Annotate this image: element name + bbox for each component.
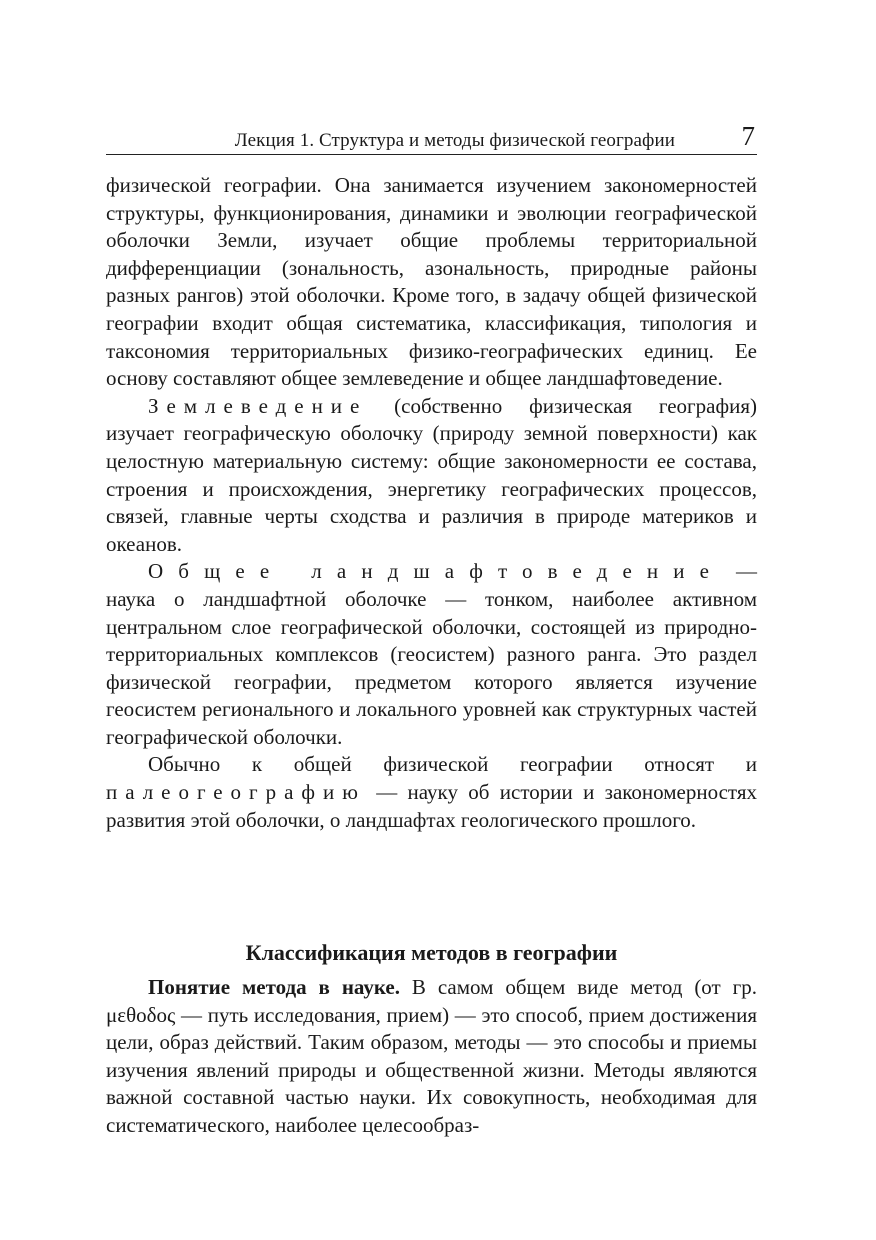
paragraph-4-lead: Обычно к общей физической географии относят и bbox=[148, 752, 757, 777]
running-header-title: Лекция 1. Структура и методы физической географии bbox=[234, 130, 675, 151]
section-heading: Классификация методов в географии bbox=[245, 940, 618, 966]
paragraph-3-text: — наука о ландшафтной оболочке — тонком, наиболее активном центральном слое географической оболочки, состоящей из природно-территориальных комплексов (геосистем) разного ранга. Это раздел физической географии, предметом которого является изучение геосистем регионального и локального уровней как структурных частей географической оболочки. bbox=[106, 559, 757, 749]
paragraph-4 bbox=[106, 751, 757, 834]
term-paleogeografiya: палеогеографию bbox=[106, 780, 366, 805]
run-in-heading: Понятие метода в науке. bbox=[148, 975, 400, 999]
section-paragraph-text: В самом общем виде метод (от гр. μεθοδος — путь исследования, прием) — это способ, прием достижения цели, образ действий. Таким образом, методы — это способы и приемы изучения явлений природы и общественной жизни. Методы являются важной составной частью науки. Их совокупность, необходимая для систематического, наиболее целесообраз- bbox=[106, 975, 757, 1137]
paragraph-2-text: (собственно физическая география) изучает географическую оболочку (природу земной поверхности) как целостную материальную систему: общие закономерности ее состава, строения и происхождения, энергетику географических процессов, связей, главные черты сходства и различия в природе материков и океанов. bbox=[106, 393, 757, 556]
body-text bbox=[106, 172, 757, 834]
term-obshchee-landshaftovedenie: Общее ландшафтоведение bbox=[148, 559, 725, 584]
section-body bbox=[106, 974, 757, 1140]
paragraph-3 bbox=[106, 558, 757, 751]
term-zemlevedenie: Землеведение bbox=[148, 393, 368, 418]
section-paragraph bbox=[106, 974, 757, 1140]
paragraph-4-text: — науку об истории и закономерностях развития этой оболочки, о ландшафтах геологического прошлого. bbox=[106, 780, 757, 832]
running-header bbox=[106, 118, 757, 155]
page-number: 7 bbox=[741, 121, 755, 151]
paragraph-1: физической географии. Она занимается изучением закономерностей структуры, функционирования, динамики и эволюции географической оболочки Земли, изучает общие проблемы территориальной дифференциации (зональность, азональность, природные районы разных рангов) этой оболочки. Кроме того, в задачу общей физической географии входит общая систематика, классификация, типология и таксономия территориальных физико-географических единиц. Ее основу составляют общее землеведение и общее ландшафтоведение. bbox=[106, 173, 757, 391]
paragraph-2 bbox=[106, 393, 757, 559]
